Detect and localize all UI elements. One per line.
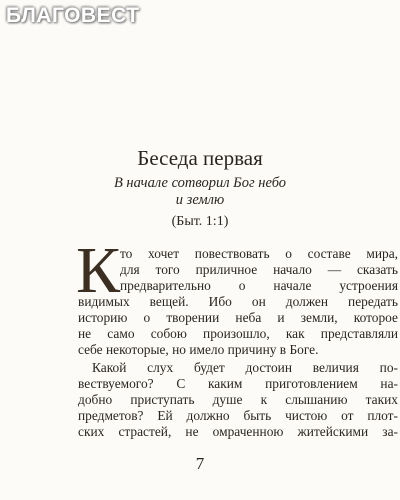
text-line: для того приличное начало — сказать [120,262,398,277]
text-line: видимых вещей. Ибо он должен передать [78,294,398,309]
drop-cap: К [76,234,121,307]
text-line: ских страстей, не омраченною житейскими за- [78,424,398,439]
text-line: вествуемого? С каким приготовлением на- [78,376,398,391]
chapter-title: Беседа первая [137,146,263,170]
text-line: предварительно о начале устроения [120,278,398,293]
text-line: добно приступать душе к слышанию таких [78,392,398,407]
text-line: историю о творении неба и земли, которое [78,310,398,325]
text-line: себе некоторые, но имело причину в Боге. [78,342,319,357]
epigraph-line: В начале сотворил Бог небо [113,175,287,191]
epigraph [0,175,400,209]
epigraph-line: и землю [175,192,225,208]
scripture-citation: (Быт. 1:1) [171,214,229,229]
text-line: не само собою произошло, как представляли [78,326,398,341]
text-line: Какой слух будет достоин величия по- [92,360,398,375]
text-line: предметов? Ей должно быть чистою от плот- [78,408,398,423]
page-number: 7 [195,454,205,473]
watermark-logo: БЛАГОВЕСТ [6,4,140,27]
text-line: то хочет повествовать о составе мира, [120,246,398,261]
